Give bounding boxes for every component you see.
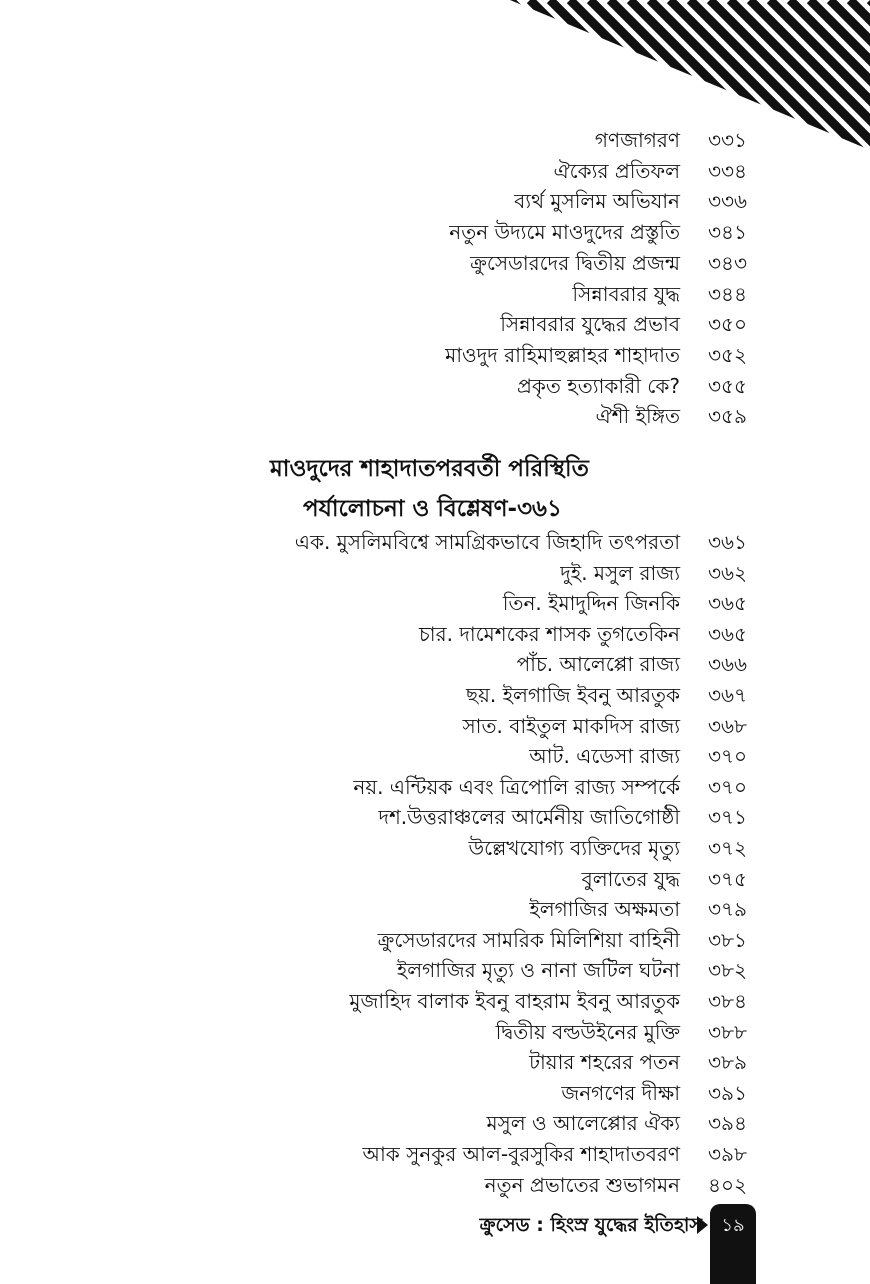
toc-entry: [0, 1078, 870, 1108]
toc-entry: [0, 833, 870, 863]
toc-entry-page: ৩৭২: [708, 836, 748, 860]
toc-entry: [0, 527, 870, 557]
toc-entry: [0, 802, 870, 832]
toc-entry-title: পাঁচ. আলেপ্পো রাজ্য: [516, 652, 680, 677]
toc-entry: [0, 371, 870, 401]
toc-entry-page: ৩৫৫: [708, 373, 747, 398]
toc-entry-title: তিন. ইমাদুদ্দিন জিনকি: [502, 591, 680, 616]
toc-entry-page: ৩৬১: [708, 530, 747, 554]
toc-entry-page: ৩৩৬: [708, 189, 748, 214]
toc-entry-title: জনগণের দীক্ষা: [561, 1080, 680, 1105]
toc-entry-title: ইলগাজির অক্ষমতা: [529, 897, 680, 922]
toc-entry-title: মুজাহিদ বালাক ইবনু বাহরাম ইবনু আরতুক: [349, 989, 680, 1013]
toc-entry: [0, 1047, 870, 1077]
toc-entry-page: ৩৪৩: [708, 250, 747, 275]
toc-entry-page: ৩৭৫: [708, 866, 747, 891]
toc-entry: [0, 125, 870, 155]
toc-entry: [0, 925, 870, 955]
toc-entry: [0, 217, 870, 247]
toc-entry: [0, 680, 870, 710]
footer-book-title: ক্রুসেড : হিংস্র যুদ্ধের ইতিহাস: [479, 1214, 702, 1236]
toc-entry: [0, 156, 870, 186]
toc-entry-title: সিন্নাবরার যুদ্ধ: [572, 281, 680, 306]
toc-entry-page: ৩৭৯: [708, 897, 747, 922]
toc-entry: [0, 649, 870, 679]
toc-entry-title: দ্বিতীয় বল্ডউইনের মুক্তি: [495, 1019, 680, 1044]
toc-entry: [0, 186, 870, 216]
toc-entry-page: ৩৩১: [708, 128, 747, 152]
toc-entry-page: ৩৩৪: [708, 158, 747, 183]
toc-entry-title: মসুল ও আলেপ্পোর ঐক্য: [486, 1111, 680, 1136]
toc-entry-page: ৩৬৭: [708, 683, 748, 707]
toc-entry-page: ৩৫৯: [708, 404, 747, 429]
toc-entry-title: নতুন প্রভাতের শুভাগমন: [484, 1172, 680, 1197]
toc-entry-title: এক. মুসলিমবিশ্বে সামগ্রিকভাবে জিহাদি তৎপরতা: [294, 530, 680, 554]
section-heading-line1: মাওদুদের শাহাদাতপরবর্তী পরিস্থিতি: [270, 456, 589, 482]
toc-entry-title: নয়. এন্টিয়ক এবং ত্রিপোলি রাজ্য সম্পর্কে: [353, 774, 680, 799]
toc-entry: [0, 309, 870, 339]
toc-entry: [0, 986, 870, 1016]
toc-entry-title: ব্যর্থ মুসলিম অভিযান: [514, 189, 680, 214]
toc-entry-title: প্রকৃত হত্যাকারী কে?: [517, 373, 680, 398]
toc-entry-title: বুলাতের যুদ্ধ: [581, 866, 680, 891]
toc-entry-title: ঐশী ইঙ্গিত: [595, 404, 680, 429]
section-heading-line2: পর্যালোচনা ও বিশ্লেষণ-৩৬১: [303, 496, 562, 522]
toc-entry: [0, 1017, 870, 1047]
toc-entry-page: ৩৮৪: [708, 989, 747, 1013]
toc-entry-page: ৩৪৪: [708, 281, 747, 306]
toc-entry: [0, 711, 870, 741]
toc-entry: [0, 588, 870, 618]
toc-entry: [0, 1170, 870, 1200]
toc-entry-page: ৩৯৮: [708, 1142, 747, 1166]
toc-entry-title: ক্রুসেডারদের সামরিক মিলিশিয়া বাহিনী: [377, 927, 680, 952]
toc-entry: [0, 401, 870, 431]
toc-entry-page: ৩৮২: [708, 958, 747, 983]
toc-entry-page: ৩৮৯: [708, 1050, 747, 1075]
toc-entry: [0, 741, 870, 771]
toc-entry: [0, 279, 870, 309]
toc-entry-page: ৩৫২: [708, 342, 747, 367]
triangle-right-icon: [697, 1216, 708, 1234]
toc-entry-page: ৩৬৬: [708, 652, 748, 677]
toc-entry: [0, 1108, 870, 1138]
toc-entry: [0, 558, 870, 588]
page-number: ১৯: [721, 1215, 745, 1236]
toc-entry-title: ইলগাজির মৃত্যু ও নানা জটিল ঘটনা: [396, 958, 680, 983]
toc-entry-page: ৩৭০: [708, 744, 748, 769]
toc-entry-page: ৩৭০: [708, 774, 748, 799]
toc-entry: [0, 772, 870, 802]
toc-entry-page: ৪০২: [708, 1172, 747, 1197]
toc-entry-page: ৩৯১: [708, 1080, 747, 1105]
toc-entry-title: ঐক্যের প্রতিফল: [553, 158, 680, 183]
toc-entry-title: দশ.উত্তরাঞ্চলের আর্মেনীয় জাতিগোষ্ঠী: [378, 805, 680, 830]
toc-entry-title: গণজাগরণ: [594, 128, 680, 152]
toc-entry: [0, 619, 870, 649]
toc-entry-title: উল্লেখযোগ্য ব্যক্তিদের মৃত্যু: [468, 836, 680, 860]
toc-entry-title: টায়ার শহরের পতন: [529, 1050, 680, 1075]
toc-entry-page: ৩৯৪: [708, 1111, 747, 1136]
toc-entry-title: দুই. মসুল রাজ্য: [560, 560, 680, 585]
toc-entry: [0, 340, 870, 370]
toc-entry-page: ৩৪১: [708, 220, 747, 245]
toc-entry-page: ৩৬৫: [708, 591, 747, 616]
toc-entry-page: ৩৮৮: [708, 1019, 747, 1044]
toc-entry-title: সিন্নাবরার যুদ্ধের প্রভাব: [500, 312, 680, 337]
toc-entry-title: মাওদুদ রাহিমাহুল্লাহর শাহাদাত: [445, 342, 680, 367]
toc-entry: [0, 248, 870, 278]
toc-entry: [0, 894, 870, 924]
toc-entry-title: নতুন উদ্যমে মাওদুদের প্রস্তুতি: [449, 220, 680, 245]
toc-entry: [0, 864, 870, 894]
toc-entry-page: ৩৬৫: [708, 621, 747, 646]
toc-entry-title: চার. দামেশকের শাসক তুগতেকিন: [419, 621, 680, 646]
toc-entry-page: ৩৮১: [708, 927, 747, 952]
toc-entry-page: ৩৬২: [708, 560, 748, 585]
toc-entry-title: ছয়. ইলগাজি ইবনু আরতুক: [466, 683, 680, 707]
toc-entry-page: ৩৭১: [708, 805, 747, 830]
toc-entry: [0, 1139, 870, 1169]
toc-entry: [0, 955, 870, 985]
toc-entry-page: ৩৫০: [708, 312, 747, 337]
toc-entry-title: আট. এডেসা রাজ্য: [529, 744, 680, 769]
toc-entry-title: সাত. বাইতুল মাকদিস রাজ্য: [462, 713, 680, 738]
page-number-tab: [710, 1204, 756, 1284]
toc-entry-title: আক সুনকুর আল-বুরসুকির শাহাদাতবরণ: [362, 1142, 680, 1166]
toc-entry-page: ৩৬৮: [708, 713, 747, 738]
toc-entry-title: ক্রুসেডারদের দ্বিতীয় প্রজন্ম: [470, 250, 680, 275]
